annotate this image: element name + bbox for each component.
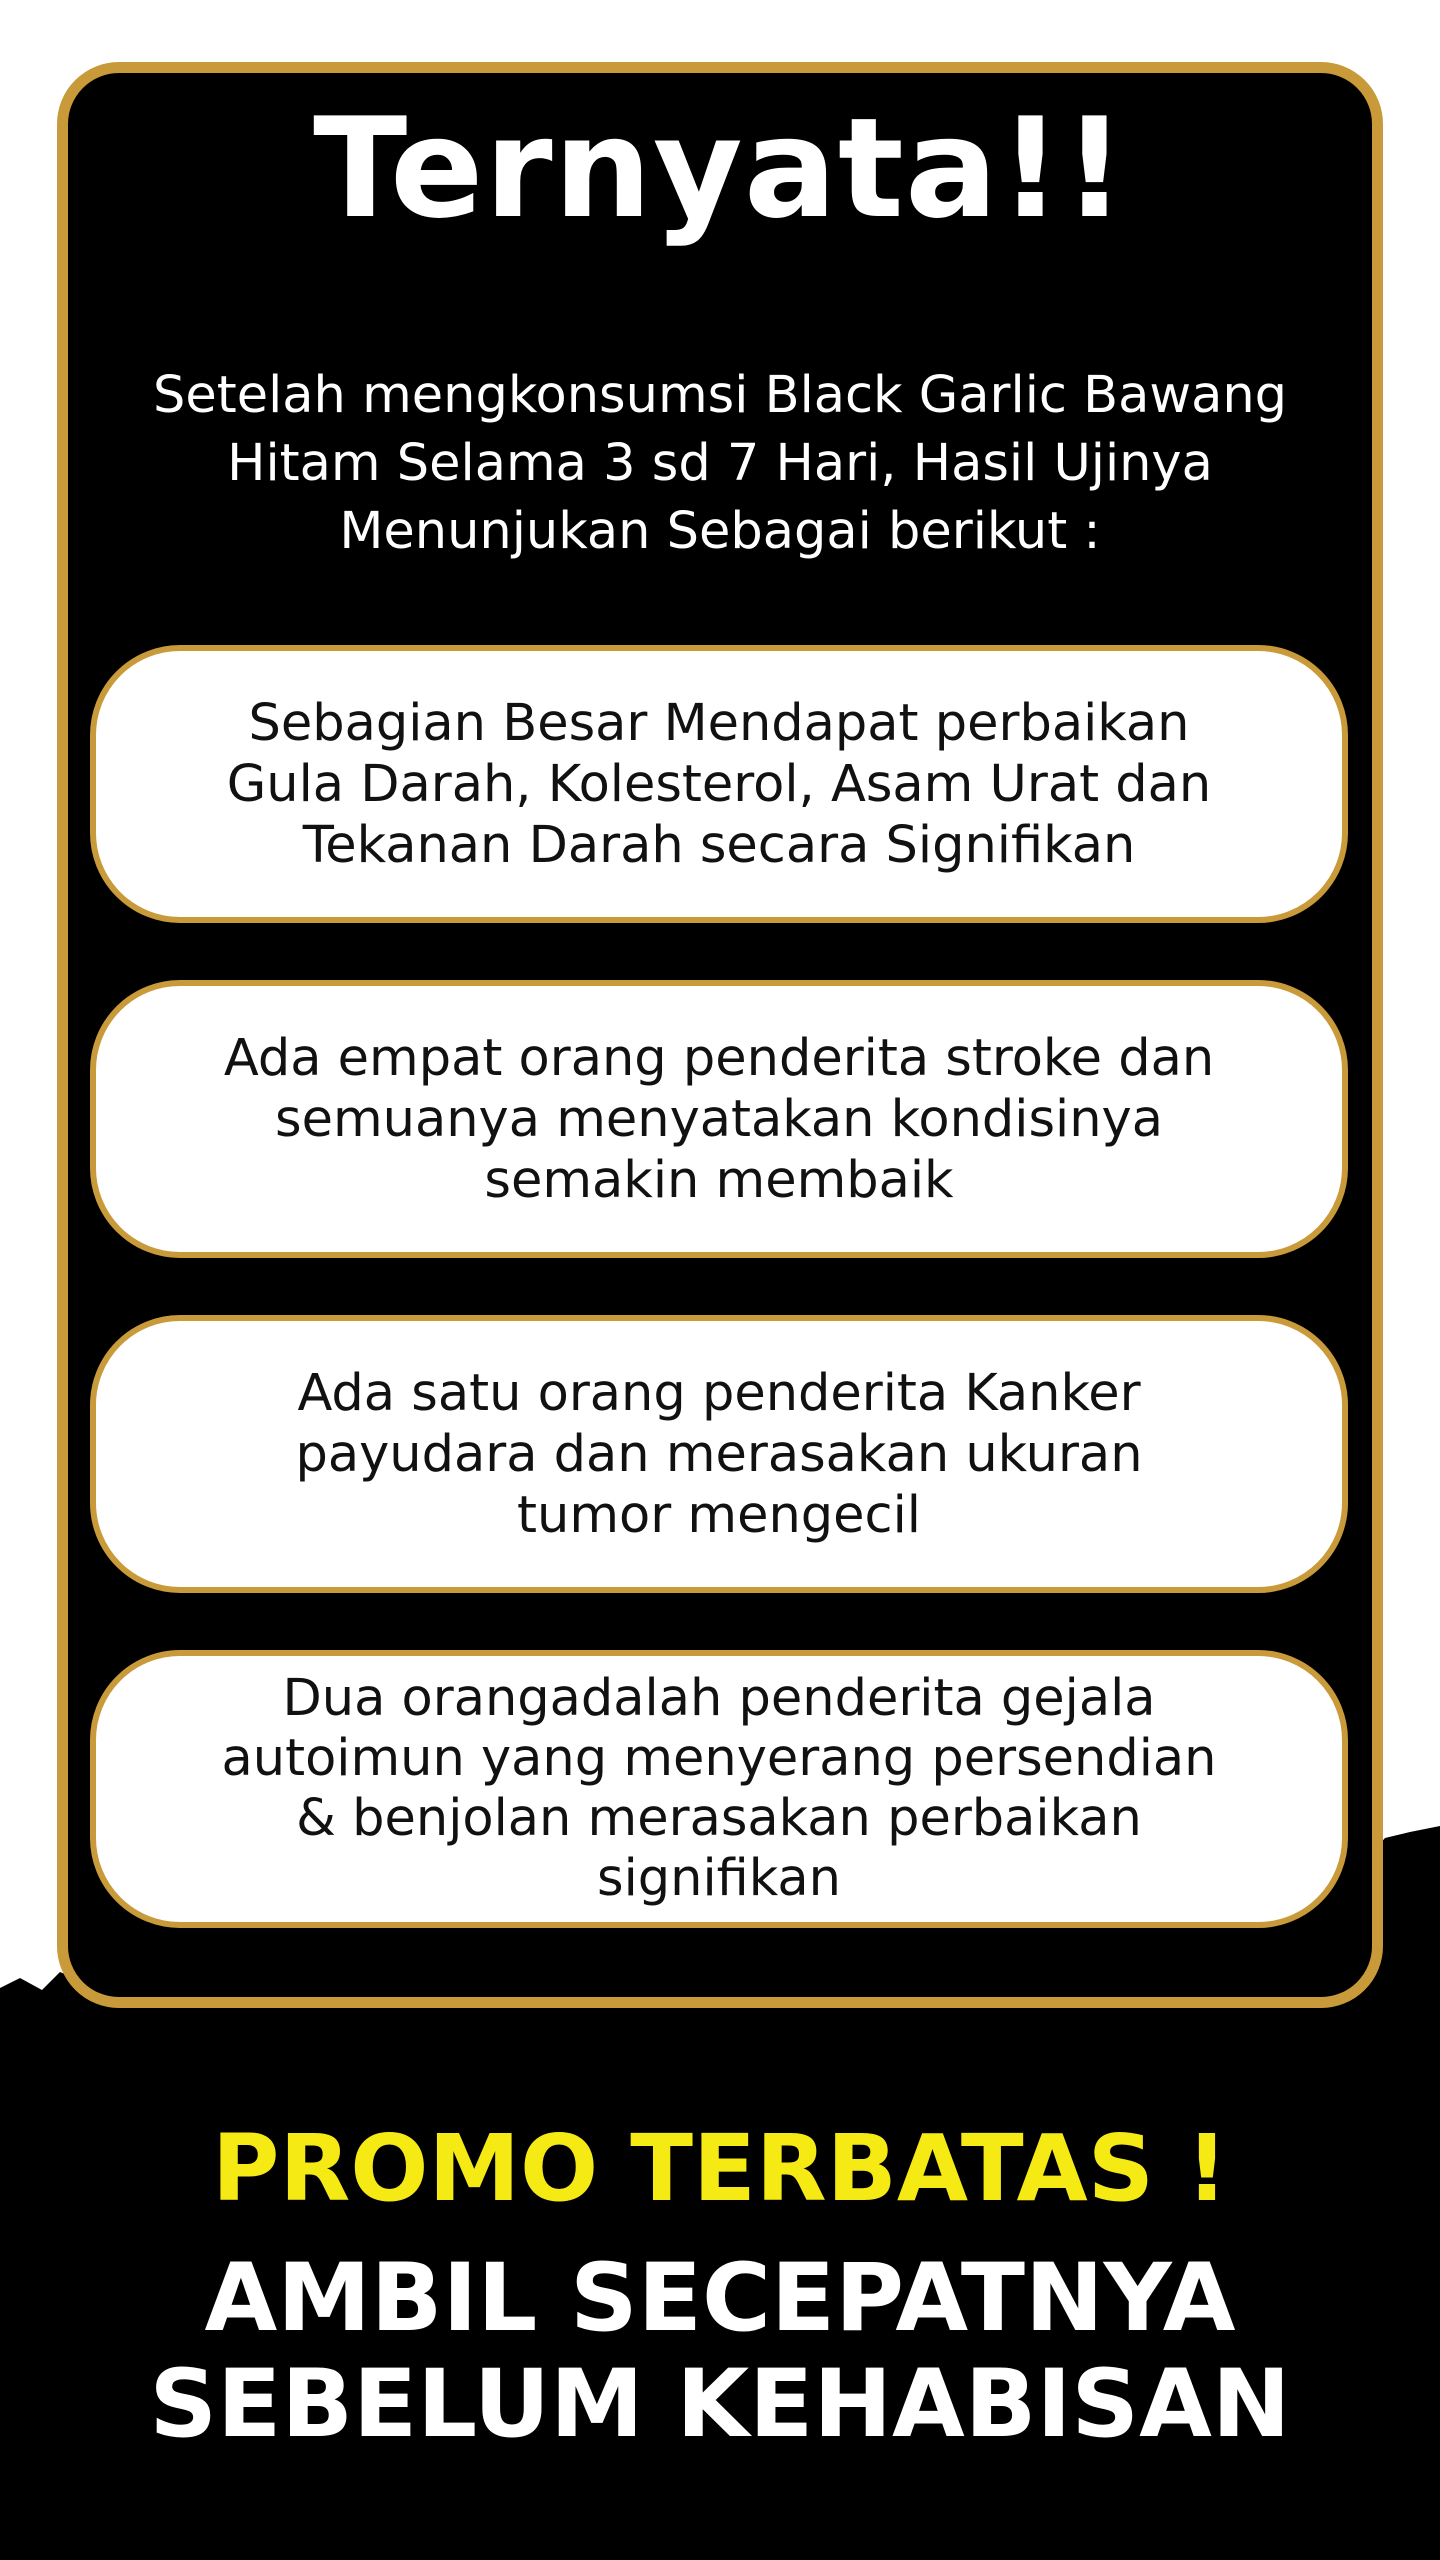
finding-text: Ada satu orang penderita Kanker payudara dan merasakan ukuran tumor mengecil (295, 1363, 1143, 1545)
finding-text: Sebagian Besar Mendapat perbaikan Gula Darah, Kolesterol, Asam Urat dan Tekanan Darah secara Signifikan (226, 693, 1212, 875)
finding-item (90, 645, 1348, 923)
finding-text: Ada empat orang penderita stroke dan semuanya menyatakan kondisinya semakin membaik (223, 1028, 1215, 1210)
finding-text: Dua orangadalah penderita gejala autoimun yang menyerang persendian & benjolan merasakan perbaikan signifikan (221, 1669, 1217, 1908)
page-title: Ternyata!! (313, 88, 1127, 249)
finding-item (90, 1315, 1348, 1593)
finding-item (90, 980, 1348, 1258)
promo-line-1: AMBIL SECEPATNYA (204, 2244, 1236, 2353)
promo-headline: PROMO TERBATAS ! (212, 2115, 1228, 2222)
finding-item (90, 1650, 1348, 1928)
promo-line-2: SEBELUM KEHABISAN (149, 2350, 1291, 2459)
page-subtitle: Setelah mengkonsumsi Black Garlic Bawang Hitam Selama 3 sd 7 Hari, Hasil Ujinya Menunjukan Sebagai berikut : (152, 366, 1288, 561)
promo-call-to-action (0, 2246, 1440, 2458)
